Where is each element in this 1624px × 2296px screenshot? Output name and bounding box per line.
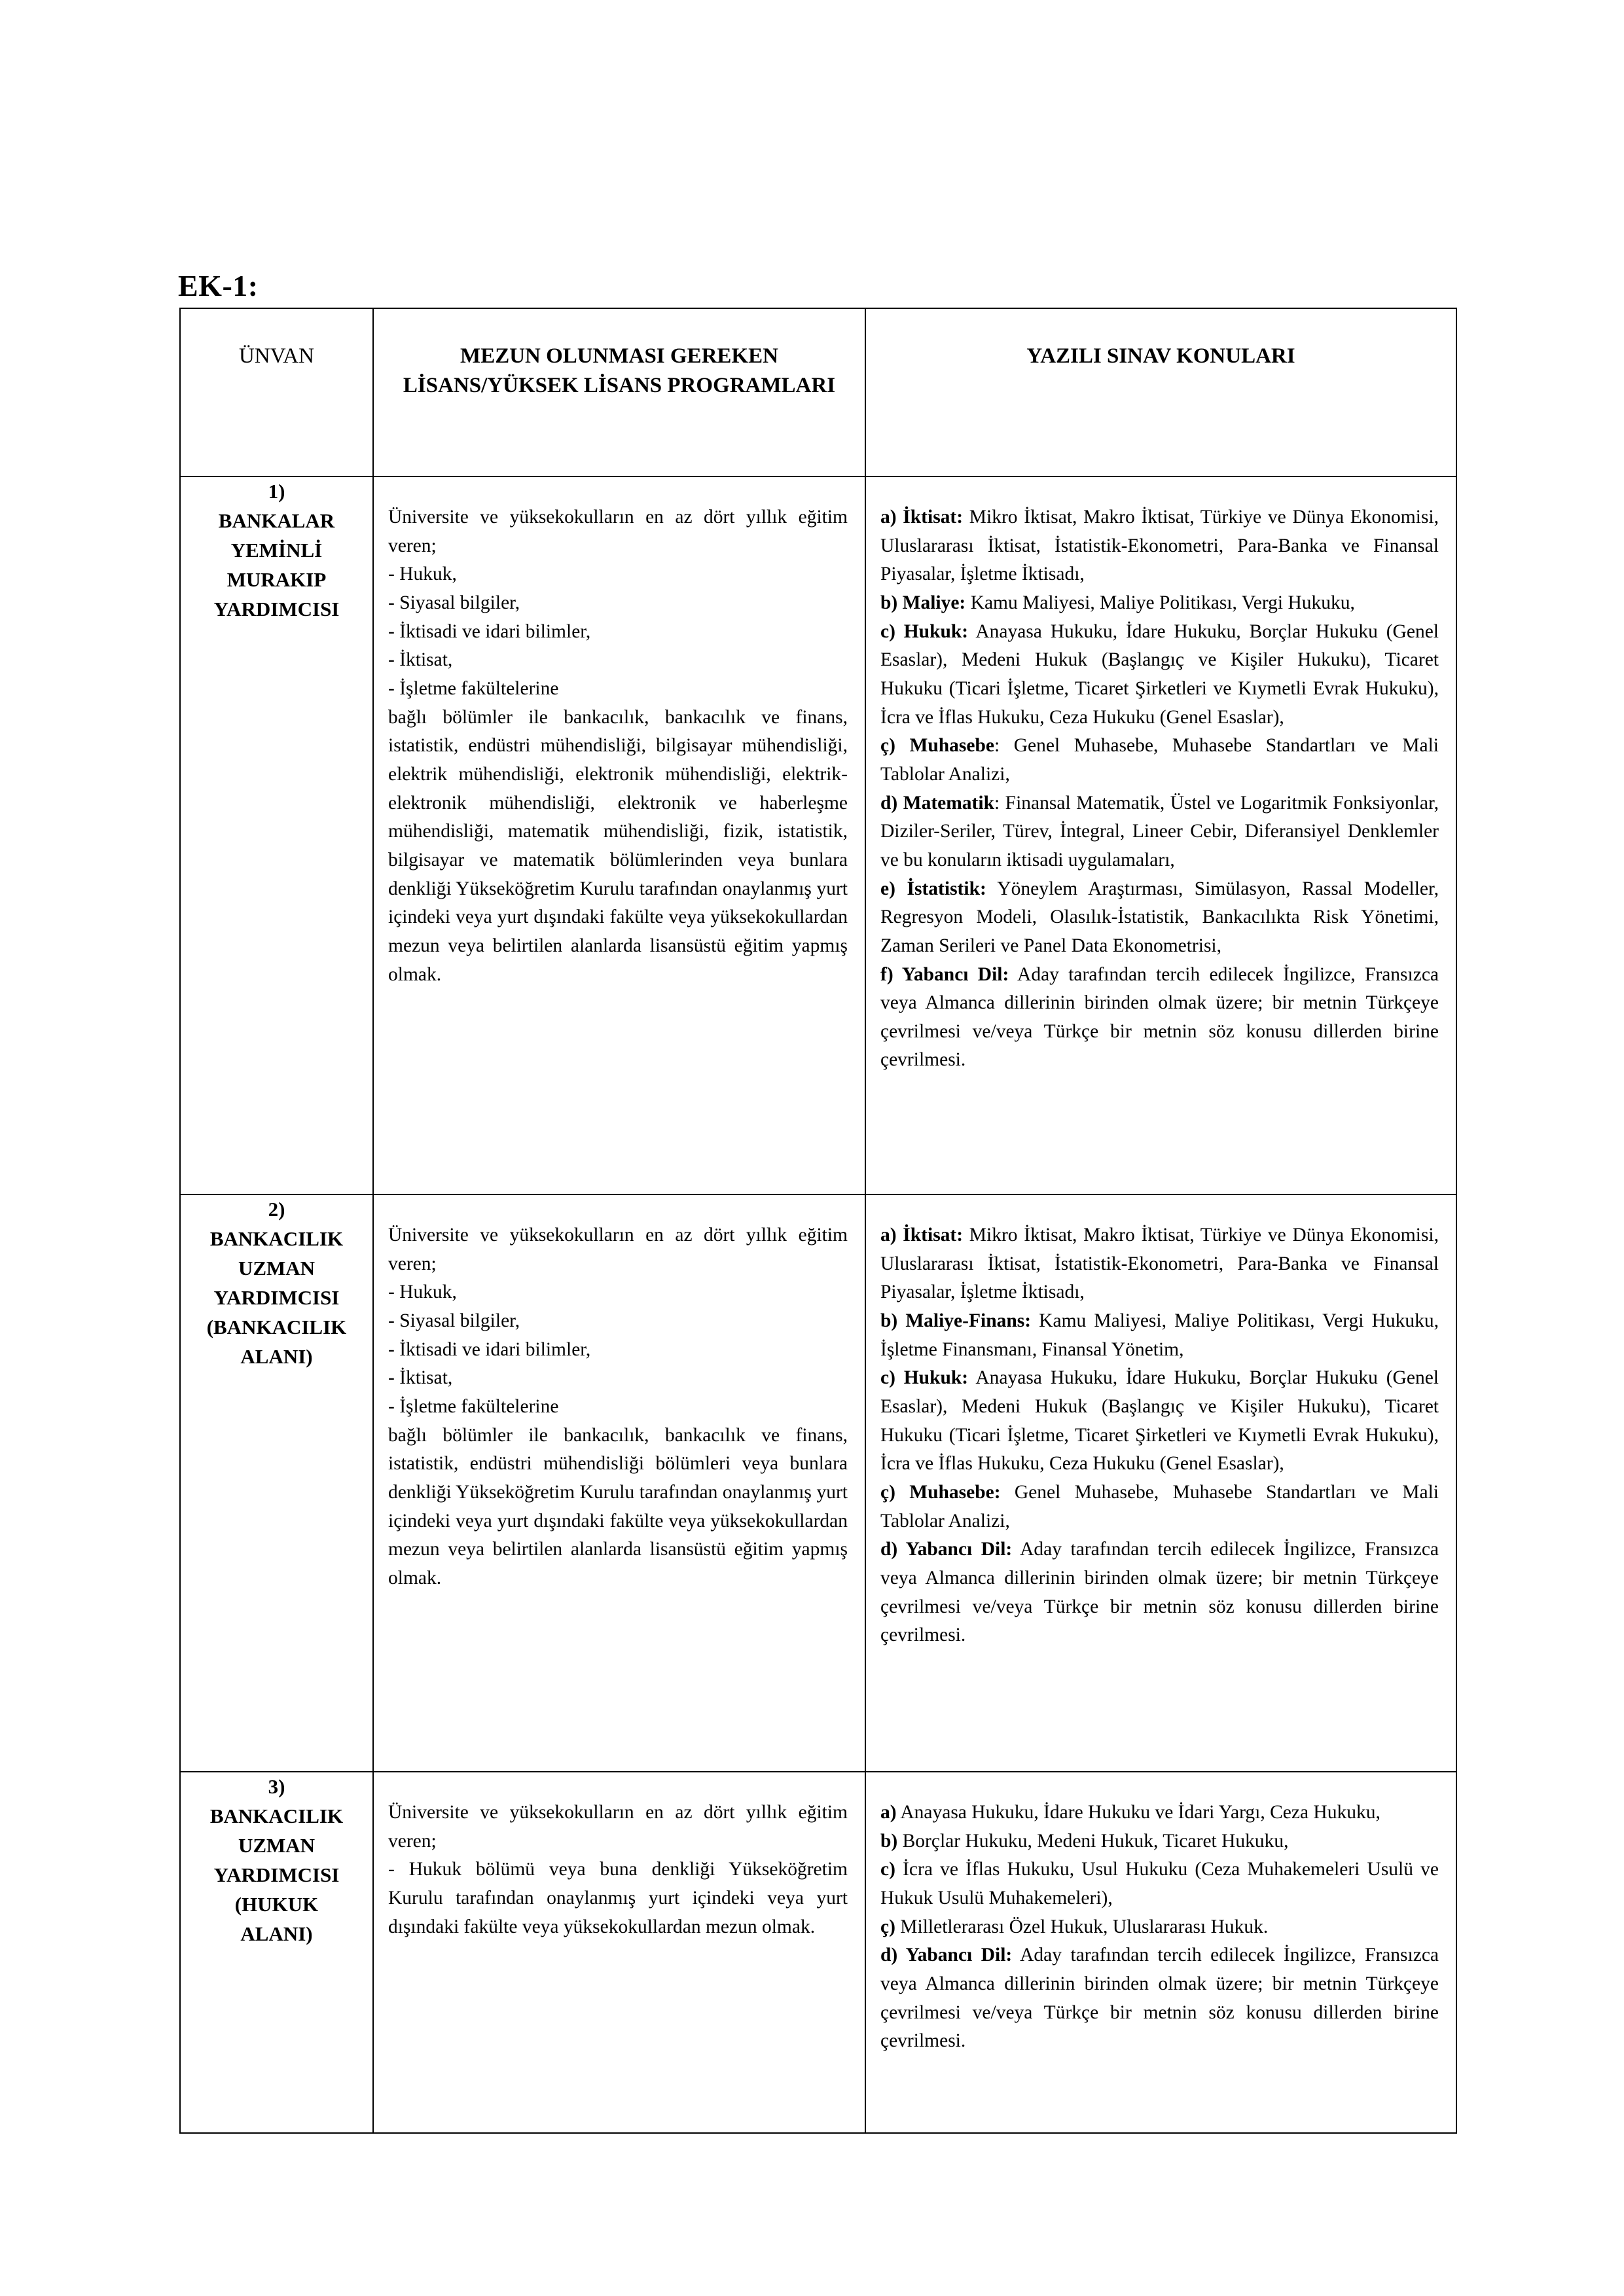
program-intro: Üniversite ve yüksekokulların en az dört yıllık eğitim veren; (388, 1225, 848, 1274)
exam-topic-label: d) Matematik (880, 792, 994, 814)
program-item: - Siyasal bilgiler, (388, 592, 520, 613)
program-item: - İktisat, (388, 1367, 453, 1389)
exam-topic (880, 1799, 1439, 1827)
exam-topic (880, 1827, 1439, 1856)
exam-topic-text: : Genel Muhasebe, Muhasebe Standartları ve Mali Tablolar Analizi, (880, 735, 1439, 785)
header-row (180, 308, 1456, 476)
exam-topic-text: Anayasa Hukuku, İdare Hukuku, Borçlar Hukuku (Genel Esaslar), Medeni Hukuk (Başlangıç ve Kişiler Hukuku), Ticaret Hukuku (Ticari İşletme, Ticaret Şirketleri ve Kıymetli Evrak Hukuku), İcra ve İflas Hukuku, Ceza Hukuku (Genel Esaslar), (880, 1367, 1439, 1475)
exam-topic-label: ç) (880, 1916, 895, 1937)
position-title (180, 1194, 373, 1772)
program-body: bağlı bölümler ile bankacılık, bankacılık ve finans, istatistik, endüstri mühendisliği, bilgisayar mühendisliği, elektrik mühendisliği, elektronik mühendisliği, elektrik-elektronik mühendisliği, elektronik ve haberleşme mühendisliği, matematik mühendisliği, fizik, istatistik, bilgisayar ve matematik bölümlerinden veya bunlara denkliği Yükseköğretim Kurulu tarafından onaylanmış yurt içindeki veya yurt dışındaki fakülte veya yüksekokullardan mezun veya belirtilen alanlarda lisansüstü eğitim yapmış olmak. (388, 706, 848, 985)
title-line: BANKACILIK (209, 1804, 344, 1827)
exam-topic-text: Genel Muhasebe, Muhasebe Standartları ve Mali Tablolar Analizi, (880, 1481, 1439, 1532)
title-line: MURAKIP (226, 567, 327, 591)
exam-topic (880, 961, 1439, 1075)
title-line: 1) (268, 480, 285, 503)
exam-topic-label: d) Yabancı Dil: (880, 1945, 1013, 1966)
exam-topic-label: f) Yabancı Dil: (880, 963, 1009, 985)
exam-topic-label: b) (880, 1830, 898, 1852)
program-item: - İktisadi ve idari bilimler, (388, 620, 591, 642)
exam-topics (865, 1772, 1456, 2133)
exam-topic (880, 1856, 1439, 1912)
program-item: - Hukuk, (388, 1282, 457, 1303)
title-line: (BANKACILIK (206, 1315, 347, 1338)
header-unvan: ÜNVAN (180, 308, 373, 476)
exam-topic (880, 1535, 1439, 1650)
exam-topic-text: Kamu Maliyesi, Maliye Politikası, Vergi Hukuku, (970, 592, 1355, 613)
title-line: YARDIMCISI (213, 1285, 340, 1309)
exam-topic-label: d) Yabancı Dil: (880, 1539, 1013, 1560)
exam-topic-text: Aday tarafından tercih edilecek İngilizce, Fransızca veya Almanca dillerinin birinden olmak üzere; bir metnin Türkçeye çevrilmesi ve/veya Türkçe bir metnin söz konusu dillerden birine çevrilmesi. (880, 1945, 1439, 2052)
title-line: BANKACILIK (209, 1227, 344, 1250)
program-intro: Üniversite ve yüksekokulların en az dört yıllık eğitim veren; (388, 1802, 848, 1852)
exam-topic-text: Anayasa Hukuku, İdare Hukuku ve İdari Yargı, Ceza Hukuku, (900, 1802, 1380, 1823)
program-body: bağlı bölümler ile bankacılık, bankacılık ve finans, istatistik, endüstri mühendisliği bölümleri veya bunlara denkliği Yükseköğretim Kurulu tarafından onaylanmış yurt içindeki veya yurt dışındaki fakülte veya yüksekokullardan mezun veya belirtilen alanlarda lisansüstü eğitim yapmış olmak. (388, 1424, 848, 1588)
exam-topic-label: a) İktisat: (880, 1225, 964, 1246)
program-item: - Hukuk, (388, 564, 457, 585)
exam-topic-text: Aday tarafından tercih edilecek İngilizce, Fransızca veya Almanca dillerinin birinden olmak üzere; bir metnin Türkçeye çevrilmesi ve/veya Türkçe bir metnin söz konusu dillerden birine çevrilmesi. (880, 963, 1439, 1071)
exam-topic-label: c) (880, 1859, 895, 1880)
program-item: - İşletme fakültelerine (388, 1395, 559, 1417)
exam-topic-label: a) (880, 1802, 897, 1823)
exam-topic (880, 1364, 1439, 1479)
exam-topic (880, 1221, 1439, 1307)
table-row (180, 1772, 1456, 2133)
document-label: EK-1: (178, 269, 259, 302)
exam-topic-label: ç) Muhasebe (880, 735, 994, 757)
exam-topic-text: Mikro İktisat, Makro İktisat, Türkiye ve Dünya Ekonomisi, Uluslararası İktisat, İstatistik-Ekonometri, Para-Banka ve Finansal Piyasalar, İşletme İktisadı, (880, 1225, 1439, 1303)
title-line: (HUKUK (234, 1892, 319, 1916)
header-exam-topics: YAZILI SINAV KONULARI (865, 308, 1456, 476)
table-row (180, 476, 1456, 1194)
exam-topic-label: ç) Muhasebe: (880, 1481, 1001, 1503)
exam-topic-label: b) Maliye: (880, 592, 966, 613)
exam-topic (880, 732, 1439, 789)
exam-topic (880, 875, 1439, 961)
exam-topic-label: c) Hukuk: (880, 1367, 969, 1389)
position-title (180, 476, 373, 1194)
exam-topic-text: İcra ve İflas Hukuku, Usul Hukuku (Ceza Muhakemeleri Usulü ve Hukuk Usulü Muhakemeleri), (880, 1859, 1439, 1909)
exam-topic (880, 589, 1439, 618)
exam-topic (880, 1307, 1439, 1364)
title-line: YARDIMCISI (213, 1863, 340, 1886)
title-line: YARDIMCISI (213, 597, 340, 620)
exam-topic-label: a) İktisat: (880, 507, 964, 528)
title-line: 2) (268, 1198, 285, 1221)
program-requirements (373, 1772, 865, 2133)
exam-topic-text: Aday tarafından tercih edilecek İngilizce, Fransızca veya Almanca dillerinin birinden olmak üzere; bir metnin Türkçeye çevrilmesi ve/veya Türkçe bir metnin söz konusu dillerden birine çevrilmesi. (880, 1539, 1439, 1646)
exam-topic-label: b) Maliye-Finans: (880, 1310, 1032, 1331)
exam-topic-text: : Finansal Matematik, Üstel ve Logaritmik Fonksiyonlar, Diziler-Seriler, Türev, İntegral, Lineer Cebir, Diferansiyel Denklemler ve bu konuların iktisadi uygulamaları, (880, 792, 1439, 870)
table-row (180, 1194, 1456, 1772)
exam-topic (880, 1913, 1439, 1942)
title-line: YEMİNLİ (230, 538, 323, 562)
title-line: 3) (268, 1775, 285, 1798)
exam-topic (880, 789, 1439, 875)
title-line: BANKALAR (218, 509, 335, 532)
exam-topic (880, 618, 1439, 732)
exam-topic-text: Anayasa Hukuku, İdare Hukuku, Borçlar Hukuku (Genel Esaslar), Medeni Hukuk (Başlangıç ve Kişiler Hukuku), Ticaret Hukuku (Ticari İşletme, Ticaret Şirketleri ve Kıymetli Evrak Hukuku), İcra ve İflas Hukuku, Ceza Hukuku (Genel Esaslar), (880, 620, 1439, 728)
program-item: - Siyasal bilgiler, (388, 1310, 520, 1331)
exam-topic-text: Borçlar Hukuku, Medeni Hukuk, Ticaret Hukuku, (902, 1830, 1289, 1852)
exam-topics (865, 1194, 1456, 1772)
title-line: UZMAN (238, 1833, 316, 1857)
title-line: ALANI) (240, 1922, 313, 1945)
exam-topic-text: Mikro İktisat, Makro İktisat, Türkiye ve Dünya Ekonomisi, Uluslararası İktisat, İstatistik-Ekonometri, Para-Banka ve Finansal Piyasalar, İşletme İktisadı, (880, 507, 1439, 585)
exam-topic-text: Milletlerarası Özel Hukuk, Uluslararası Hukuk. (900, 1916, 1269, 1937)
exam-topic (880, 1941, 1439, 2056)
exam-topics (865, 476, 1456, 1194)
title-line: ALANI) (240, 1344, 313, 1368)
header-programs: MEZUN OLUNMASI GEREKEN LİSANS/YÜKSEK LİSANS PROGRAMLARI (373, 308, 865, 476)
exam-topic (880, 1479, 1439, 1535)
program-item: - İktisadi ve idari bilimler, (388, 1338, 591, 1360)
exam-topic-text: Kamu Maliyesi, Maliye Politikası, Vergi Hukuku, İşletme Finansmanı, Finansal Yönetim, (880, 1310, 1439, 1360)
program-intro: Üniversite ve yüksekokulların en az dört yıllık eğitim veren; (388, 507, 848, 556)
exam-topic-text: Yöneylem Araştırması, Simülasyon, Rassal Modeller, Regresyon Modeli, Olasılık-İstatistik, Bankacılıkta Risk Yönetimi, Zaman Serileri ve Panel Data Ekonometrisi, (880, 878, 1439, 956)
position-title (180, 1772, 373, 2133)
requirements-table (179, 308, 1457, 2134)
exam-topic (880, 503, 1439, 589)
program-body: - Hukuk bölümü veya buna denkliği Yükseköğretim Kurulu tarafından onaylanmış yurt içindeki veya yurt dışındaki fakülte veya yüksekokullardan mezun olmak. (388, 1859, 848, 1937)
program-requirements (373, 1194, 865, 1772)
exam-topic-label: c) Hukuk: (880, 620, 969, 642)
title-line: UZMAN (238, 1256, 316, 1280)
program-item: - İktisat, (388, 649, 453, 671)
program-requirements (373, 476, 865, 1194)
exam-topic-label: e) İstatistik: (880, 878, 986, 899)
program-item: - İşletme fakültelerine (388, 677, 559, 699)
